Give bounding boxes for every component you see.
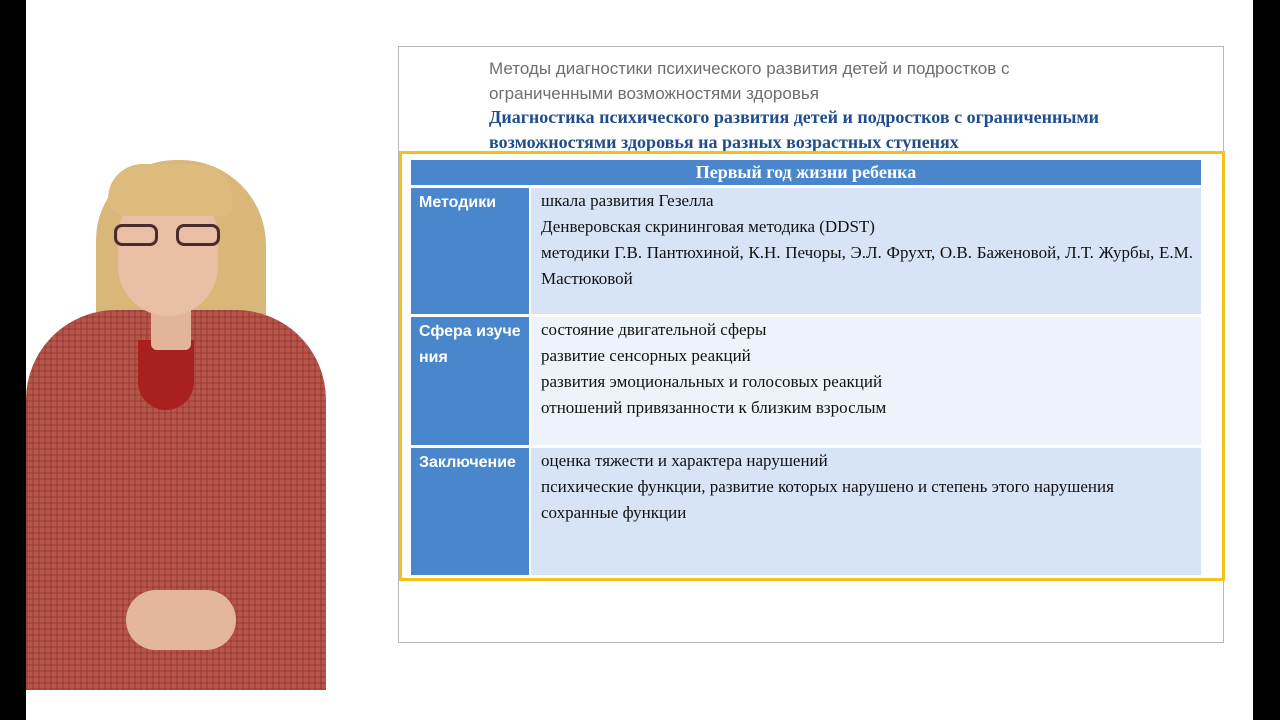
list-item: развития эмоциональных и голосовых реакций — [541, 372, 883, 391]
presenter-shirt — [138, 340, 194, 410]
row-content-methods — [531, 188, 1201, 314]
table-row — [411, 317, 1201, 445]
table-highlight-box — [399, 151, 1225, 581]
list-item: Денверовская скрининговая методика (DDST) — [541, 217, 875, 236]
row-label-conclusion: Заключение — [411, 448, 529, 575]
table-row — [411, 188, 1201, 314]
list-item: оценка тяжести и характера нарушений — [541, 451, 828, 470]
list-item: методики Г.В. Пантюхиной, К.Н. Печоры, Э.Л. Фрухт, О.В. Баженовой, Л.Т. Журбы, Е.М. Мастюковой — [541, 243, 1193, 288]
presenter-hands — [126, 590, 236, 650]
presenter-fringe — [108, 164, 232, 216]
row-label-methods: Методики — [411, 188, 529, 314]
list-item: сохранные функции — [541, 503, 687, 522]
presenter-glasses — [114, 224, 220, 248]
presenter-figure — [26, 150, 336, 690]
row-label-scope: Сфера изучения — [411, 317, 529, 445]
video-frame — [26, 0, 1253, 720]
row-content-scope — [531, 317, 1201, 445]
list-item: развитие сенсорных реакций — [541, 346, 751, 365]
presentation-slide — [398, 46, 1224, 643]
list-item: психические функции, развитие которых нарушено и степень этого нарушения — [541, 477, 1114, 496]
table-header: Первый год жизни ребенка — [411, 160, 1201, 185]
list-item: отношений привязанности к близким взрослым — [541, 398, 887, 417]
course-title: Методы диагностики психического развития детей и подростков с ограниченными возможностями здоровья — [489, 59, 1010, 103]
list-item: шкала развития Гезелла — [541, 191, 714, 210]
info-table — [411, 160, 1201, 575]
list-item: состояние двигательной сферы — [541, 320, 767, 339]
row-content-conclusion — [531, 448, 1201, 575]
lecture-title: Диагностика психического развития детей и подростков с ограниченными возможностями здоровья на разных возрастных ступенях — [489, 107, 1100, 152]
table-row — [411, 448, 1201, 575]
